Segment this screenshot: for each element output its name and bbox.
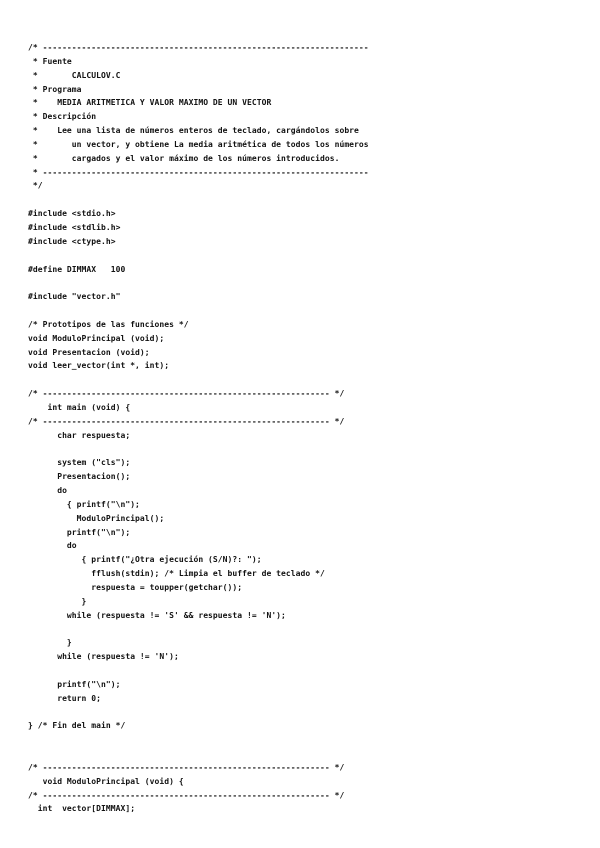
code-line: Presentacion(); [28,472,131,482]
code-line [28,706,369,720]
code-line: /* ----------------------------------------------------------- */ [28,790,345,800]
code-line: * Descripción [28,112,97,122]
code-line: * cargados y el valor máximo de los números introducidos. [28,153,340,163]
code-line: */ [28,181,43,191]
code-line [28,442,369,456]
code-line: do [28,486,67,495]
code-line: * Lee una lista de números enteros de teclado, cargándolos sobre [28,126,359,136]
code-line: #include <stdlib.h> [28,222,121,232]
code-line [28,373,369,387]
code-line: while (respuesta != 'N'); [28,652,179,662]
code-line: * Fuente [28,56,72,66]
code-line: int main (void) { [28,402,131,412]
code-line: * ------------------------------------------------------------------- [28,167,369,177]
code-line: /* ------------------------------------------------------------------- [28,43,369,52]
code-line: while (respuesta != 'S' && respuesta != 'N'); [28,610,286,620]
code-line: /* ----------------------------------------------------------- */ [28,762,345,772]
code-line: void leer_vector(int *, int); [28,361,170,371]
code-line: printf("\n"); [28,527,131,537]
code-line: * Programa [28,84,82,94]
code-line: printf("\n"); [28,679,121,689]
code-line [28,622,369,636]
code-line: /* ----------------------------------------------------------- */ [28,416,345,426]
code-line: { printf("\n"); [28,499,140,509]
code-line [28,193,369,207]
code-line: /* Prototipos de las funciones */ [28,319,189,329]
code-line [28,304,369,318]
code-line [28,664,369,678]
code-line: * CALCULOV.C [28,70,121,80]
code-line: } /* Fin del main */ [28,721,126,731]
code-line: do [28,541,77,551]
code-line: #include <ctype.h> [28,236,116,246]
code-line: char respuesta; [28,430,131,440]
code-line: #include <stdio.h> [28,209,116,219]
code-line: * MEDIA ARITMETICA Y VALOR MAXIMO DE UN VECTOR [28,98,272,108]
code-line: system ("cls"); [28,458,131,468]
code-line: void Presentacion (void); [28,347,150,357]
code-line: void ModuloPrincipal (void); [28,333,165,343]
source-code-listing [28,41,369,816]
code-line [28,733,369,747]
code-line: * un vector, y obtiene La media aritmética de todos los números [28,139,369,149]
code-line [28,747,369,761]
code-line: /* ----------------------------------------------------------- */ [28,389,345,399]
code-line: #define DIMMAX 100 [28,264,126,274]
code-line [28,249,369,263]
code-line: { printf("¿Otra ejecución (S/N)?: "); [28,555,262,565]
code-line: int vector[DIMMAX]; [28,804,136,814]
code-line: void ModuloPrincipal (void) { [28,776,184,786]
code-line: ModuloPrincipal(); [28,513,165,523]
code-line: fflush(stdin); /* Limpia el buffer de teclado */ [28,569,325,579]
code-line [28,276,369,290]
code-line: #include "vector.h" [28,292,121,302]
code-line: } [28,638,72,648]
code-line: respuesta = toupper(getchar()); [28,582,243,592]
code-line: return 0; [28,693,101,703]
code-line: } [28,596,87,606]
